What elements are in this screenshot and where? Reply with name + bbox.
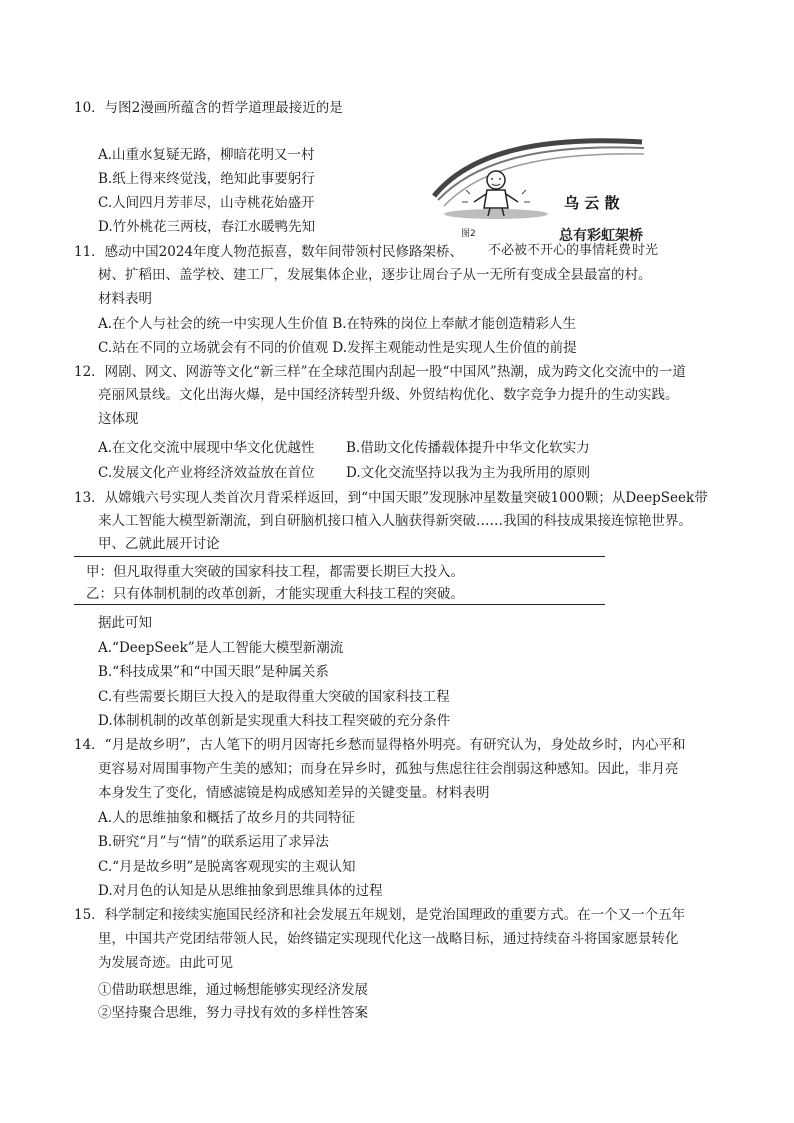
q11-options-ab: A.在个人与社会的统一中实现人生价值 B.在特殊的岗位上奉献才能创造精彩人生 [98, 316, 577, 332]
q12-line-2: 亮丽风景线。文化出海火爆，是中国经济转型升级、外贸结构优化、数字竞争力提升的生动实践。 [98, 387, 679, 403]
q14-option-b: B.研究“月”与“情”的联系运用了求异法 [98, 834, 329, 850]
q13-line-3: 甲、乙就此展开讨论 [98, 536, 220, 552]
dialogue-bottom-rule [74, 604, 605, 605]
q14-line-2: 更容易对周围事物产生美的感知；而身在异乡时，孤独与焦虑往往会削弱这种感知。因此，非月亮 [98, 761, 679, 777]
q12-line-3: 这体现 [98, 411, 139, 427]
q15-option-1: ①借助联想思维，通过畅想能够实现经济发展 [98, 982, 368, 998]
q13-line-2: 来人工智能大模型新潮流，到自研脑机接口植入人脑获得新突破……我国的科技成果接连惊艳世界。 [98, 513, 692, 529]
q10-stem: 10．与图2漫画所蕴含的哲学道理最接近的是 [74, 100, 343, 116]
rainbow-arc-inner [438, 147, 644, 200]
q11-speech-end: 时光 [632, 243, 659, 258]
q11-line-2: 树、扩稻田、盖学校、建工厂，发展集体企业，逐步让周台子从一无所有变成全县最富的村。 [98, 267, 652, 283]
puddle-shadow [444, 209, 548, 219]
q13-option-d: D.体制机制的改革创新是实现重大科技工程突破的充分条件 [98, 713, 451, 729]
person-head [487, 171, 505, 189]
q10-option-d: D.竹外桃花三两枝，春江水暖鸭先知 [98, 219, 316, 235]
q11-line-1: 11．感动中国2024年度人物范振喜，数年间带领村民修路架桥、 [74, 244, 464, 260]
q13-dialogue-yi: 乙：只有体制机制的改革创新，才能实现重大科技工程的突破。 [86, 586, 464, 602]
figure-label: 图2 [461, 229, 476, 239]
q14-option-c: C.“月是故乡明”是脱离客观现实的主观认知 [98, 859, 356, 875]
q14-option-d: D.对月色的认知是从思维抽象到思维具体的过程 [98, 883, 383, 899]
q13-option-b: B.“科技成果”和“中国天眼”是种属关系 [98, 664, 329, 680]
q10-option-c: C.人间四月芳菲尽，山寺桃花始盛开 [98, 195, 315, 211]
q12-option-d: D.文化交流坚持以我为主为我所用的原则 [346, 465, 591, 481]
q10-option-b: B.纸上得来终觉浅，绝知此事要躬行 [98, 171, 315, 187]
q15-line-1: 15．科学制定和接续实施国民经济和社会发展五年规划，是党治国理政的重要方式。在一个又一个五年 [74, 907, 686, 923]
q12-option-c: C.发展文化产业将经济效益放在首位 [98, 465, 315, 481]
q14-option-a: A.人的思维抽象和概括了故乡月的共同特征 [98, 810, 356, 826]
q14-line-3: 本身发生了变化，情感滤镜是构成感知差异的关键变量。材料表明 [98, 785, 490, 801]
q13-option-c: C.有些需要长期巨大投入的是取得重大突破的国家科技工程 [98, 689, 450, 705]
q13-dialogue-jia: 甲：但凡取得重大突破的国家科技工程，都需要长期巨大投入。 [86, 564, 464, 580]
q14-line-1: 14．“月是故乡明”，古人笔下的明月因寄托乡愁而显得格外明亮。有研究认为，身处故乡时，内心平和 [74, 737, 686, 753]
q11-speech-text: 不必被不开心的事情耗费 [488, 243, 632, 258]
q11-options-cd: C.站在不同的立场就会有不同的价值观 D.发挥主观能动性是实现人生价值的前提 [98, 340, 577, 356]
q12-option-b: B.借助文化传播载体提升中华文化软实力 [346, 440, 590, 456]
q15-line-3: 为发展奇迹。由此可见 [98, 955, 233, 971]
q13-option-a: A.“DeepSeek”是人工智能大模型新潮流 [98, 640, 344, 656]
caption-line-2: 总有彩虹架桥 [559, 228, 643, 244]
q11-line-3: 材料表明 [98, 291, 152, 307]
q10-option-a: A.山重水复疑无路，柳暗花明又一村 [98, 147, 315, 163]
q15-option-2: ②坚持聚合思维，努力寻找有效的多样性答案 [98, 1005, 368, 1021]
caption-line-1: 乌 云 散 [564, 194, 620, 212]
q13-line-1: 13．从嫦娥六号实现人类首次月背采样返回，到“中国天眼”发现脉冲星数量突破1000颗；从DeepSeek带 [74, 490, 708, 506]
q12-option-a: A.在文化交流中展现中华文化优越性 [98, 440, 315, 456]
person-body [484, 190, 508, 208]
q13-prompt: 据此可知 [98, 615, 152, 631]
q12-line-1: 12．网剧、网文、网游等文化“新三样”在全球范围内刮起一股“中国风”热潮，成为跨文化交流中的一道 [74, 364, 686, 380]
q15-line-2: 里，中国共产党团结带领人民，始终锚定实现现代化这一战略目标，通过持续奋斗将国家愿景转化 [98, 931, 679, 947]
dialogue-top-rule [74, 556, 605, 557]
